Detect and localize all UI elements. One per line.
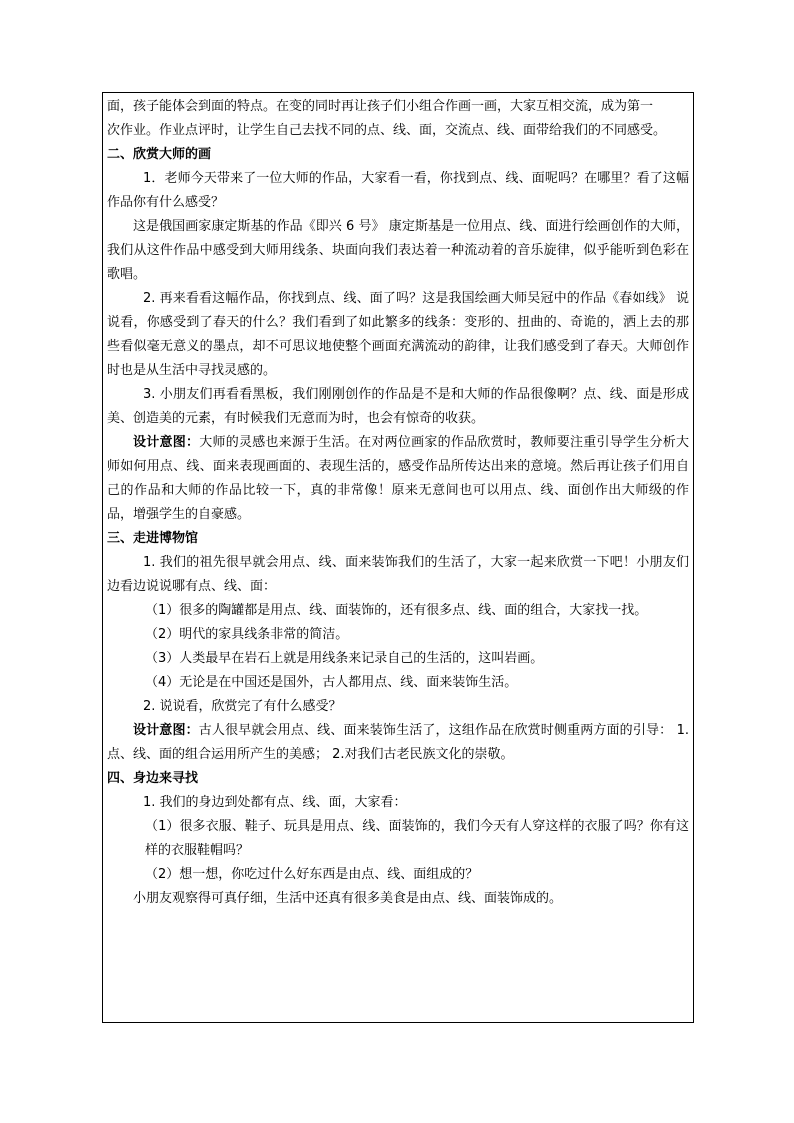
design-intent-text: 大师的灵感也来源于生活。在对两位画家的作品欣赏时，教师要注重引导学生分析大师如何用点、线、面来表现画面的、表现生活的，感受作品所传达出来的意境。然后再让孩子们用自己的作品和大师的作品比较一下，真的非常像！原来无意间也可以用点、线、面创作出大师级的作品，增强学生的自豪感。 xyxy=(107,435,689,522)
section3-item-1: （1）很多的陶罐都是用点、线、面装饰的，还有很多点、线、面的组合，大家找一找。 xyxy=(145,603,648,618)
continued-line-2: 次作业。作业点评时，让学生自己去找不同的点、线、面，交流点、线、面带给我们的不同感受。 xyxy=(107,123,667,138)
section2-design-intent xyxy=(107,431,689,527)
section4-closing: 小朋友观察得可真仔细，生活中还真有很多美食是由点、线、面装饰成的。 xyxy=(133,891,563,906)
section3-item-3: （3）人类最早在岩石上就是用线条来记录自己的生活的，这叫岩画。 xyxy=(145,651,544,666)
section2-question-2: 2. 再来看看这幅作品，你找到点、线、面了吗？这是我国绘画大师吴冠中的作品《春如线》 说说看，你感受到了春天的什么？我们看到了如此繁多的线条：变形的、扭曲的、奇诡的，洒上去的那些看似毫无意义的墨点，却不可思议地使整个画面充满流动的韵律，让我们感受到了春天。大师创作时也是从生活中寻找灵感的。 xyxy=(107,291,689,378)
section4-item-2: （2）想一想，你吃过什么好东西是由点、线、面组成的？ xyxy=(145,867,479,882)
section4-heading: 四、身边来寻找 xyxy=(107,771,199,786)
section3-question-1: 1. 我们的祖先很早就会用点、线、面来装饰我们的生活了，大家一起来欣赏一下吧！小朋友们边看边说说哪有点、线、面： xyxy=(107,555,689,594)
section3-item-4: （4）无论是在中国还是国外，古人都用点、线、面来装饰生活。 xyxy=(145,675,518,690)
section3-heading: 三、走进博物馆 xyxy=(107,531,199,546)
section2-paragraph-1: 这是俄国画家康定斯基的作品《即兴 6 号》 康定斯基是一位用点、线、面进行绘画创作的大师，我们从这件作品中感受到大师用线条、块面向我们表达着一种流动着的音乐旋律，似乎能听到色彩在歌唱。 xyxy=(107,219,689,282)
design-intent-label: 设计意图： xyxy=(133,723,199,738)
section3-item-2: （2）明代的家具线条非常的简洁。 xyxy=(145,627,349,642)
lesson-content xyxy=(107,95,689,911)
section3-design-intent xyxy=(107,719,689,767)
section2-heading: 二、欣赏大师的画 xyxy=(107,147,212,162)
section3-question-2: 2. 说说看，欣赏完了有什么感受？ xyxy=(143,699,342,714)
section2-question-3: 3. 小朋友们再看看黑板，我们刚刚创作的作品是不是和大师的作品很像啊？点、线、面是形成美、创造美的元素，有时候我们无意而为时，也会有惊奇的收获。 xyxy=(107,387,689,426)
design-intent-text: 古人很早就会用点、线、面来装饰生活了，这组作品在欣赏时侧重两方面的引导： 1.点、线、面的组合运用所产生的美感； 2.对我们古老民族文化的崇敬。 xyxy=(107,723,689,762)
continued-line-1: 面，孩子能体会到面的特点。在变的同时再让孩子们小组合作画一画，大家互相交流，成为第一 xyxy=(107,99,654,114)
section4-question-1: 1. 我们的身边到处都有点、线、面，大家看： xyxy=(143,795,407,810)
section2-question-1: 1．老师今天带来了一位大师的作品，大家看一看，你找到点、线、面呢吗？在哪里？看了这幅作品你有什么感受？ xyxy=(107,171,689,210)
section4-item-1: （1）很多衣服、鞋子、玩具是用点、线、面装饰的，我们今天有人穿这样的衣服了吗？你有这样的衣服鞋帽吗？ xyxy=(145,819,689,858)
design-intent-label: 设计意图： xyxy=(133,435,200,450)
